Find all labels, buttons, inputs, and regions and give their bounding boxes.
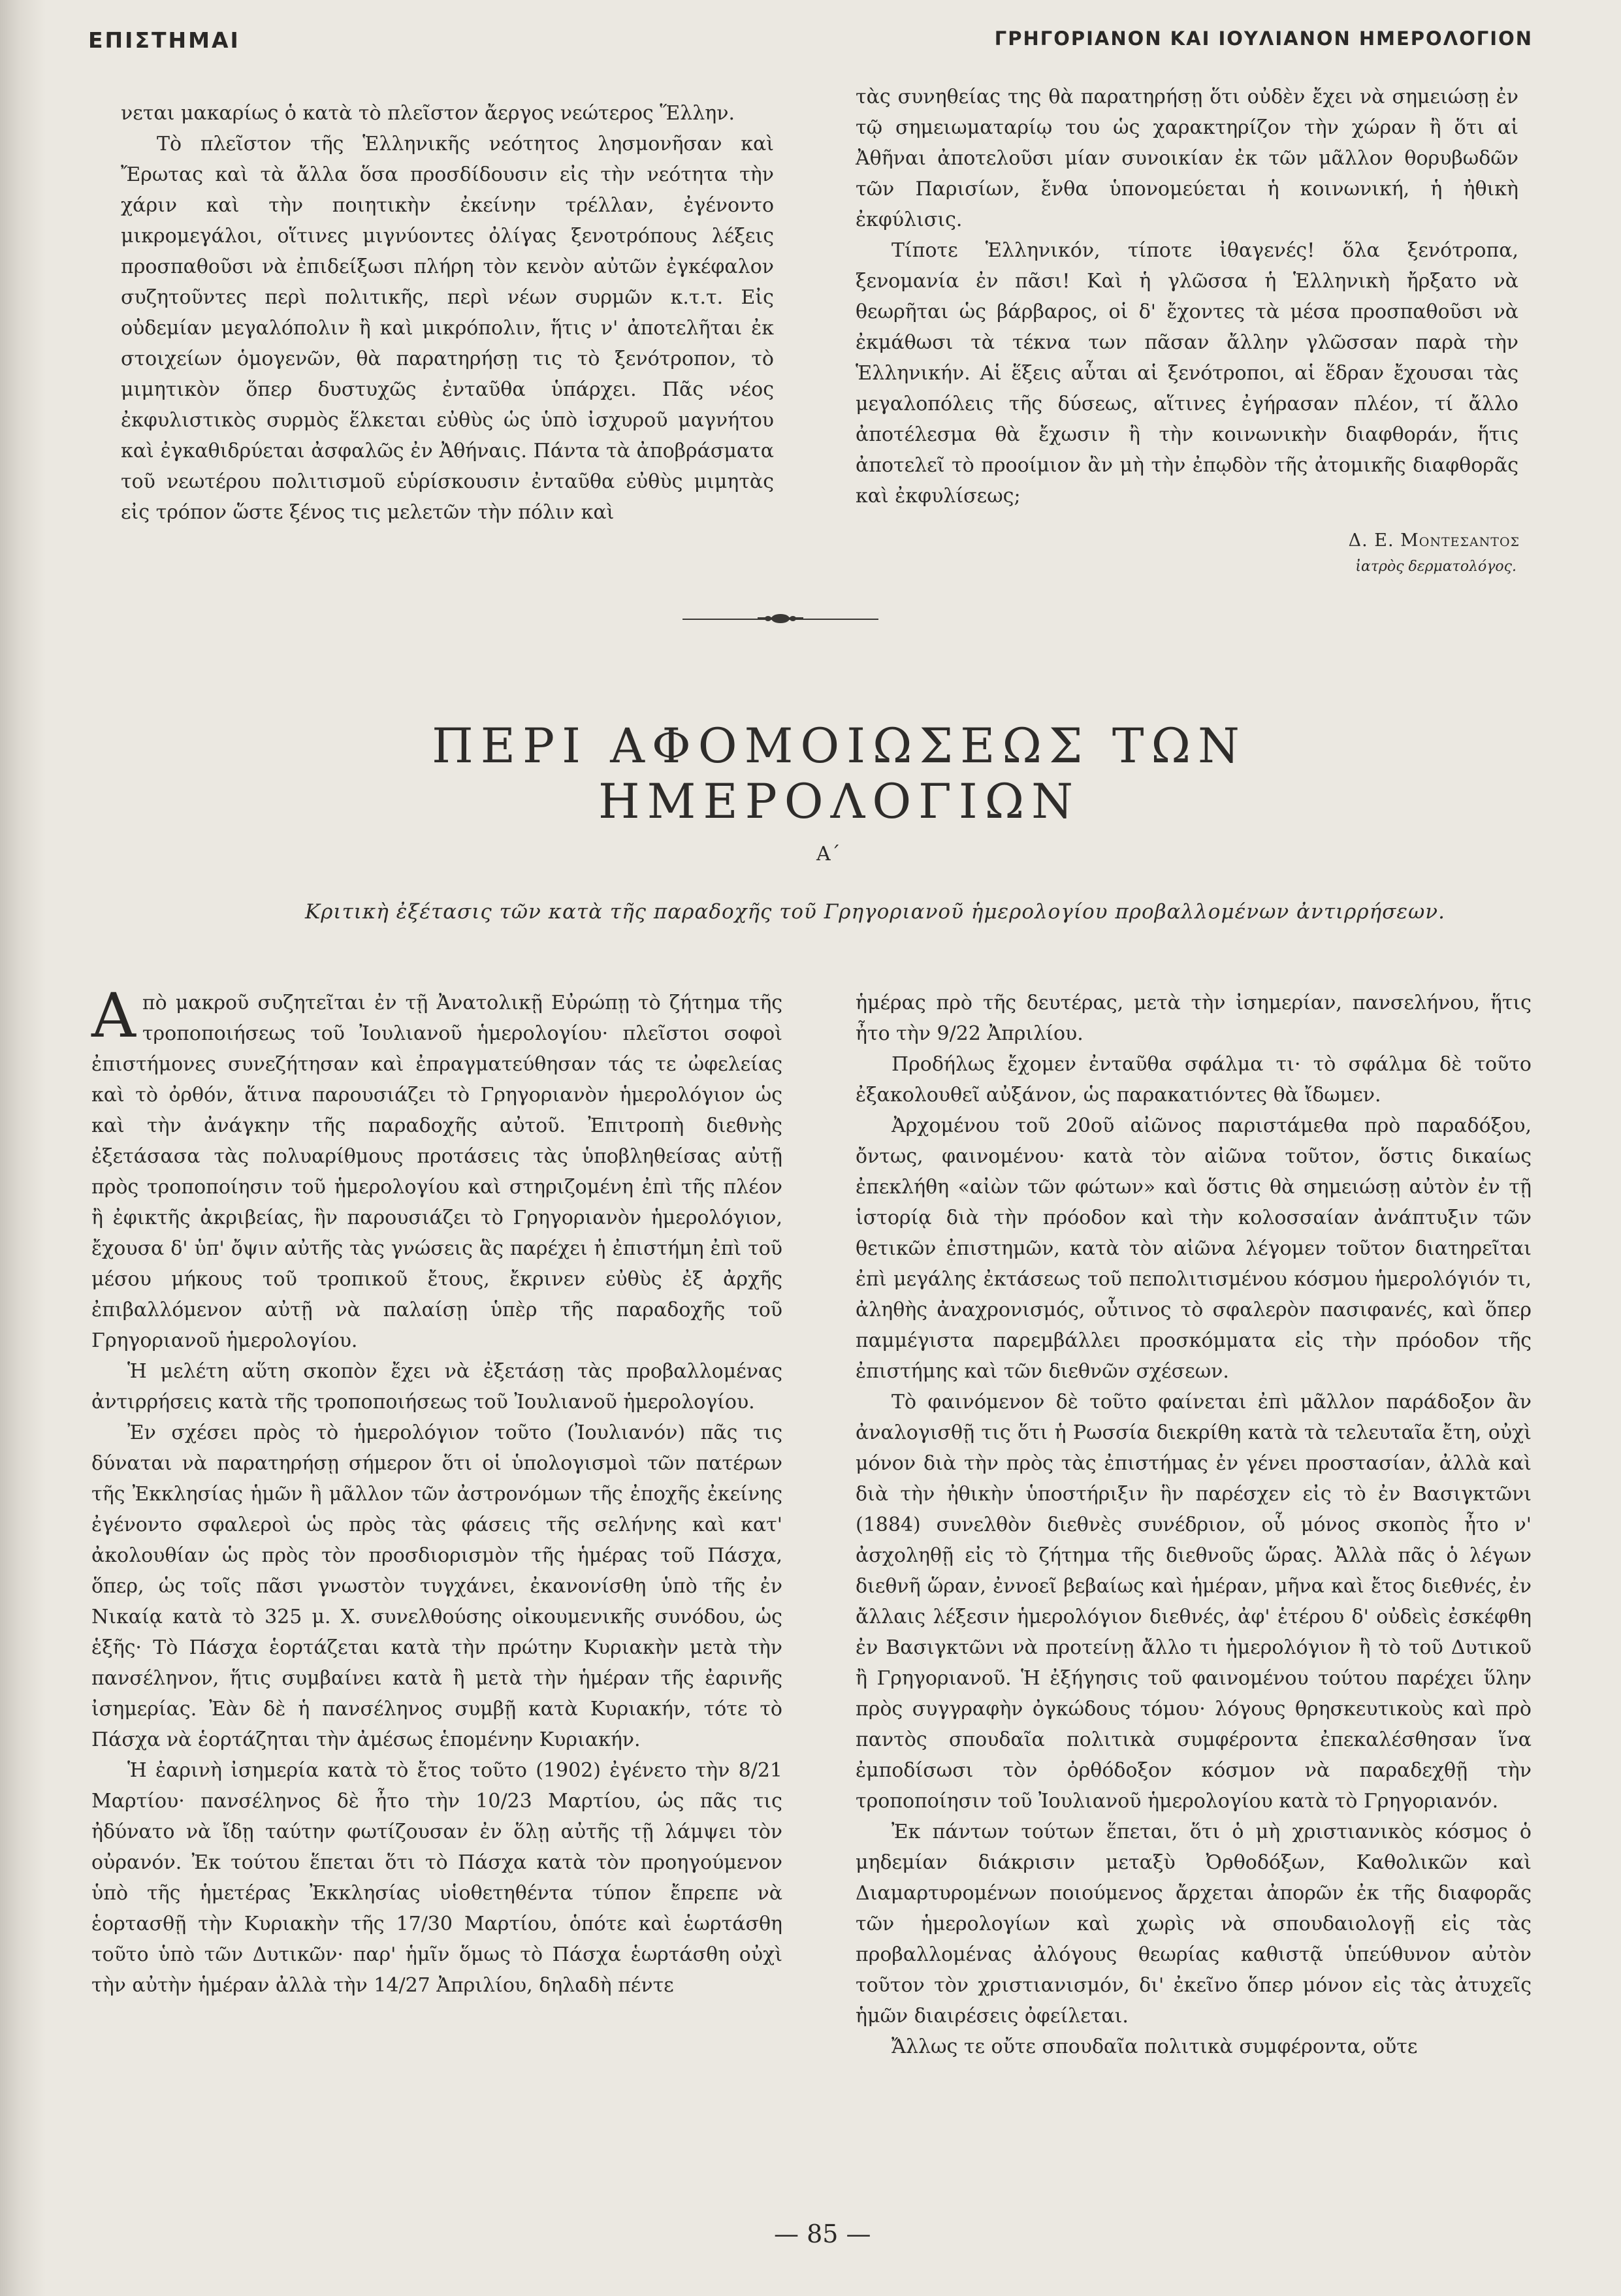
paragraph: τὰς συνηθείας της θὰ παρατηρήσῃ ὅτι οὐδὲν ἔχει νὰ σημειώσῃ ἐν τῷ σημειωματαρίῳ του ὡς χαρακτηρίζον τὴν χώραν ἢ ὅτι αἱ Ἀθῆναι ἀποτελοῦσι μίαν συνοικίαν ἐκ τῶν μᾶλλον θορυβωδῶν τῶν Παρισίων, ἔνθα ὑπονομεύεται ἡ κοινωνική, ἡ ἠθικὴ ἐκφύλισις. bbox=[856, 86, 1518, 231]
article-left-column bbox=[91, 980, 782, 2001]
running-header-left: ΕΠΙΣΤΗΜΑΙ bbox=[88, 27, 240, 53]
paragraph bbox=[91, 980, 782, 1356]
paragraph: Ἡ ἐαρινὴ ἰσημερία κατὰ τὸ ἔτος τοῦτο (1902) ἐγένετο τὴν 8/21 Μαρτίου· πανσέληνος δὲ ἦτο τὴν 10/23 Μαρτίου, ὡς πᾶς τις ἠδύνατο νὰ ἴδῃ ταύτην φωτίζουσαν ἐν ὅλῃ αὐτῆς τῇ λάμψει τὸν οὐρανόν. Ἐκ τούτου ἕπεται ὅτι τὸ Πάσχα κατὰ τὸν προηγούμενον ὑπὸ τῆς ἡμετέρας Ἐκκλησίας υἱοθετηθέντα τύπον ἔπρεπε νὰ ἑορτασθῇ τὴν Κυριακὴν τῆς 17/30 Μαρτίου, ὁπότε καὶ ἑωρτάσθη τοῦτο ὑπὸ τῶν Δυτικῶν· παρ' ἡμῖν ὅμως τὸ Πάσχα ἑωρτάσθη οὐχὶ τὴν αὐτὴν ἡμέραν ἀλλὰ τὴν 14/27 Ἀπριλίου, δηλαδὴ πέντε bbox=[91, 1759, 782, 1997]
paragraph: Ἄλλως τε οὔτε σπουδαῖα πολιτικὰ συμφέροντα, οὔτε bbox=[891, 2035, 1418, 2058]
author-role: ἰατρὸς δερματολόγος. bbox=[1355, 558, 1517, 575]
author-signature: Δ. Ε. Μοντεσαντος bbox=[1348, 530, 1520, 551]
paragraph: Ἐν σχέσει πρὸς τὸ ἡμερολόγιον τοῦτο (Ἰουλιανόν) πᾶς τις δύναται νὰ παρατηρήσῃ σήμερον ὅτι οἱ ὑπολογισμοὶ τῶν πατέρων τῆς Ἐκκλησίας ἡμῶν ἢ μᾶλλον τῶν ἀστρονόμων τῆς ἐποχῆς ἐκείνης ἐγένοντο σφαλεροὶ ὡς πρὸς τὰς φάσεις τῆς σελήνης καὶ κατ' ἀκολουθίαν ὡς πρὸς τὸν προσδιορισμὸν τῆς ἡμέρας τοῦ Πάσχα, ὅπερ, ὡς τοῖς πᾶσι γνωστὸν τυγχάνει, ἐκανονίσθη ὑπὸ τῆς ἐν Νικαίᾳ κατὰ τὸ 325 μ. Χ. συνελθούσης οἰκουμενικῆς συνόδου, ὡς ἑξῆς· Τὸ Πάσχα ἑορτάζεται κατὰ τὴν πρώτην Κυριακὴν μετὰ τὴν πανσέληνον, ἥτις συμβαίνει κατὰ ἢ μετὰ τὴν ἡμέραν τῆς ἐαρινῆς ἰσημερίας. Ἐὰν δὲ ἡ πανσέληνος συμβῇ κατὰ Κυριακήν, τότε τὸ Πάσχα νὰ ἑορτάζηται τὴν ἀμέσως ἑπομένην Κυριακήν. bbox=[91, 1421, 782, 1751]
running-header-right: ΓΡΗΓΟΡΙΑΝΟΝ ΚΑΙ ΙΟΥΛΙΑΝΟΝ ΗΜΕΡΟΛΟΓΙΟΝ bbox=[994, 27, 1533, 50]
article-title: ΠΕΡΙ ΑΦΟΜΟΙΩΣΕΩΣ ΤΩΝ ΗΜΕΡΟΛΟΓΙΩΝ bbox=[432, 719, 1247, 830]
divider-ornament-icon bbox=[758, 612, 803, 625]
page-number: — 85 — bbox=[774, 2220, 871, 2248]
article-right-column bbox=[856, 988, 1532, 2062]
paragraph: Ἐκ πάντων τούτων ἕπεται, ὅτι ὁ μὴ χριστιανικὸς κόσμος ὁ μηδεμίαν διάκρισιν μεταξὺ Ὀρθοδόξων, Καθολικῶν καὶ Διαμαρτυρομένων ποιούμενος ἄρχεται ἀπορῶν ἐκ τῆς διαφορᾶς τῶν ἡμερολογίων καὶ χωρὶς νὰ σπουδαιολογῇ εἰς τὰς προβαλλομένας ἀλόγους θεωρίας καθιστᾷ ὑπεύθυνον αὐτὸν τοῦτον τὸν χριστιανισμόν, δι' ἐκεῖνο ὅπερ μόνον εἰς τὰς ἀτυχεῖς ἡμῶν διαιρέσεις ὀφείλεται. bbox=[856, 1820, 1532, 2028]
section-marker: Α΄ bbox=[816, 843, 841, 865]
paragraph: Προδήλως ἔχομεν ἐνταῦθα σφάλμα τι· τὸ σφάλμα δὲ τοῦτο ἐξακολουθεῖ αὐξάνον, ὡς παρακατιόντες θὰ ἴδωμεν. bbox=[856, 1053, 1532, 1107]
paragraph: Ἀρχομένου τοῦ 20οῦ αἰῶνος παριστάμεθα πρὸ παραδόξου, ὄντως, φαινομένου· κατὰ τὸν αἰῶνα τοῦτον, ὅστις δικαίως ἐπεκλήθη «αἰὼν τῶν φώτων» καὶ ὅστις θὰ σημειώσῃ αὐτὸν ἐν τῇ ἱστορίᾳ διὰ τὴν πρόοδον καὶ τὴν κολοσσαίαν ἀνάπτυξιν τῶν θετικῶν ἐπιστημῶν, κατὰ τὸν αἰῶνα λέγομεν τοῦτον διατηρεῖται ἐπὶ μεγάλης ἐκτάσεως τοῦ πεπολιτισμένου κόσμου ἡμερολόγιόν τι, ἀληθὴς ἀναχρονισμός, οὗτινος τὸ σφαλερὸν πασιφανές, καὶ ὅπερ παμμέγιστα παρεμβάλλει προσκόμματα εἰς τὴν πρόοδον τῆς ἐπιστήμης καὶ τῶν διεθνῶν σχέσεων. bbox=[856, 1114, 1532, 1383]
paragraph: Ἡ μελέτη αὕτη σκοπὸν ἔχει νὰ ἐξετάσῃ τὰς προβαλλομένας ἀντιρρήσεις κατὰ τῆς τροποποιήσεως τοῦ Ἰουλιανοῦ ἡμερολογίου. bbox=[91, 1360, 782, 1414]
drop-cap: Α bbox=[91, 980, 136, 1052]
paragraph: Τίποτε Ἑλληνικόν, τίποτε ἰθαγενές! ὅλα ξενότροπα, ξενομανία ἐν πᾶσι! Καὶ ἡ γλῶσσα ἡ Ἑλληνικὴ ἤρξατο νὰ θεωρῆται ὡς βάρβαρος, οἱ δ' ἔχοντες τὰ μέσα προσπαθοῦσι νὰ ἐκμάθωσι τὰ τέκνα των πᾶσαν ἄλλην γλῶσσαν παρὰ τὴν Ἑλληνικήν. Αἱ ἕξεις αὗται αἱ ξενότροποι, αἱ ἕδραν ἔχουσαι τὰς μεγαλοπόλεις τῆς δύσεως, αἵτινες ἐγήρασαν πλέον, τί ἄλλο ἀποτέλεσμα θὰ ἔχωσιν ἢ τὴν κοινωνικὴν διαφθοράν, ἥτις ἀποτελεῖ τὸ προοίμιον ἂν μὴ τὴν ἐπῳδὸν τῆς ἀτομικῆς διαφθορᾶς καὶ ἐκφυλίσεως; bbox=[856, 239, 1518, 508]
previous-article-left-column bbox=[121, 98, 774, 528]
paragraph: Τὸ πλεῖστον τῆς Ἑλληνικῆς νεότητος λησμονῆσαν καὶ Ἔρωτας καὶ τὰ ἄλλα ὅσα προσδίδουσιν εἰς τὴν νεότητα τὴν χάριν καὶ τὴν ποιητικὴν ἐκείνην τρέλλαν, ἐγένοντο μικρομεγάλοι, οἵτινες μιγνύοντες ὀλίγας ξενοτρόπους λέξεις προσπαθοῦσι νὰ ἐπιδείξωσι πλήρη τὸν κενὸν αὐτῶν ἐγκέφαλον συζητοῦντες περὶ πολιτικῆς, περὶ νέων συρμῶν κ.τ.τ. Εἰς οὐδεμίαν μεγαλόπολιν ἢ καὶ μικρόπολιν, ἥτις ν' ἀποτελῆται ἐκ στοιχείων ὁμογενῶν, θὰ παρατηρήσῃ τις τὸ ξενότροπον, τὸ μιμητικὸν ὅπερ δυστυχῶς ἐνταῦθα ὑπάρχει. Πᾶς νέος ἐκφυλιστικὸς συρμὸς ἕλκεται εὐθὺς ὡς ὑπὸ ἰσχυροῦ μαγνήτου καὶ ἐγκαθιδρύεται ἀσφαλῶς ἐν Ἀθήναις. Πάντα τὰ ἀποβράσματα τοῦ νεωτέρου πολιτισμοῦ εὑρίσκουσιν ἐνταῦθα εὐθὺς μιμητὰς εἰς τρόπον ὥστε ξένος τις μελετῶν τὴν πόλιν καὶ bbox=[121, 133, 774, 524]
previous-article-right-column bbox=[856, 82, 1518, 511]
paragraph: Τὸ φαινόμενον δὲ τοῦτο φαίνεται ἐπὶ μᾶλλον παράδοξον ἂν ἀναλογισθῇ τις ὅτι ἡ Ρωσσία διεκρίθη κατὰ τὰ τελευταῖα ἔτη, οὐχὶ μόνον διὰ τὴν πρὸς τὰς ἐπιστήμας ἐν γένει προστασίαν, ἀλλὰ καὶ διὰ τὴν ἠθικὴν ὑποστήριξιν ἣν παρέσχεν εἰς τὸ ἐν Βασιγκτῶνι (1884) συνελθὸν διεθνὲς συνέδριον, οὗ μόνος σκοπὸς ἦτο ν' ἀσχοληθῇ εἰς τὸ ζήτημα τῆς διεθνοῦς ὥρας. Ἀλλὰ πᾶς ὁ λέγων διεθνῆ ὥραν, ἐννοεῖ βεβαίως καὶ ἡμέραν, μῆνα καὶ ἔτος διεθνές, ἐν ἄλλαις λέξεσιν ἡμερολόγιον διεθνές, ἀφ' ἑτέρου δ' οὐδεὶς ἐσκέφθη ἐν Βασιγκτῶνι νὰ προτείνῃ ἄλλο τι ἡμερολόγιον ἢ τὸ τοῦ Δυτικοῦ ἢ Γρηγοριανοῦ. Ἡ ἐξήγησις τοῦ φαινομένου τούτου παρέχει ὕλην πρὸς συγγραφὴν ὀγκώδους τόμου· λόγους θρησκευτικοὺς καὶ πρὸ παντὸς σπουδαῖα πολιτικὰ συμφέροντα ἐπεκαλέσθησαν ἵνα ἐμποδίσωσι τὸν ὀρθόδοξον κόσμον νὰ παραδεχθῇ τὴν τροποποίησιν τοῦ Ἰουλιανοῦ ἡμερολογίου κατὰ τὸ Γρηγοριανόν. bbox=[856, 1391, 1532, 1813]
first-paragraph-text: πὸ μακροῦ συζητεῖται ἐν τῇ Ἀνατολικῇ Εὐρώπῃ τὸ ζήτημα τῆς τροποποιήσεως τοῦ Ἰουλιανοῦ ἡμερολογίου· πλεῖστοι σοφοὶ ἐπιστήμονες συνεζήτησαν καὶ ἐπραγματεύθησαν τάς τε ὠφελείας καὶ τὸ ὀρθόν, ἅτινα παρουσιάζει τὸ Γρηγοριανὸν ἡμερολόγιον ὡς καὶ τὴν ἀνάγκην τῆς παραδοχῆς αὐτοῦ. Ἐπιτροπὴ διεθνὴς ἐξετάσασα τὰς πολυαρίθμους προτάσεις τὰς ὑποβληθείσας αὐτῇ πρὸς τροποποίησιν τοῦ ἡμερολογίου καὶ στηριζομένη ἐπὶ τῆς πλέον ἢ ἐφικτῆς ἀκριβείας, ἣν παρουσιάζει τὸ Γρηγοριανὸν ἡμερολόγιον, ἔχουσα δ' ὑπ' ὄψιν αὐτῆς τὰς γνώσεις ἃς παρέχει ἡ ἐπιστήμη ἐπὶ τοῦ μέσου μήκους τοῦ τροπικοῦ ἔτους, ἔκρινεν εὐθὺς ἐξ ἀρχῆς ἐπιβαλλόμενον αὐτῇ νὰ παλαίσῃ ὑπὲρ τῆς παραδοχῆς τοῦ Γρηγοριανοῦ ἡμερολογίου. bbox=[91, 992, 782, 1352]
paragraph: νεται μακαρίως ὁ κατὰ τὸ πλεῖστον ἄεργος νεώτερος Ἕλλην. bbox=[121, 102, 735, 125]
paragraph: ἡμέρας πρὸ τῆς δευτέρας, μετὰ τὴν ἰσημερίαν, πανσελήνου, ἥτις ἦτο τὴν 9/22 Ἀπριλίου. bbox=[856, 992, 1532, 1045]
article-subtitle: Κριτικὴ ἐξέτασις τῶν κατὰ τῆς παραδοχῆς τοῦ Γρηγοριανοῦ ἡμερολογίου προβαλλομένων ἀντιρρήσεων. bbox=[305, 900, 1445, 924]
